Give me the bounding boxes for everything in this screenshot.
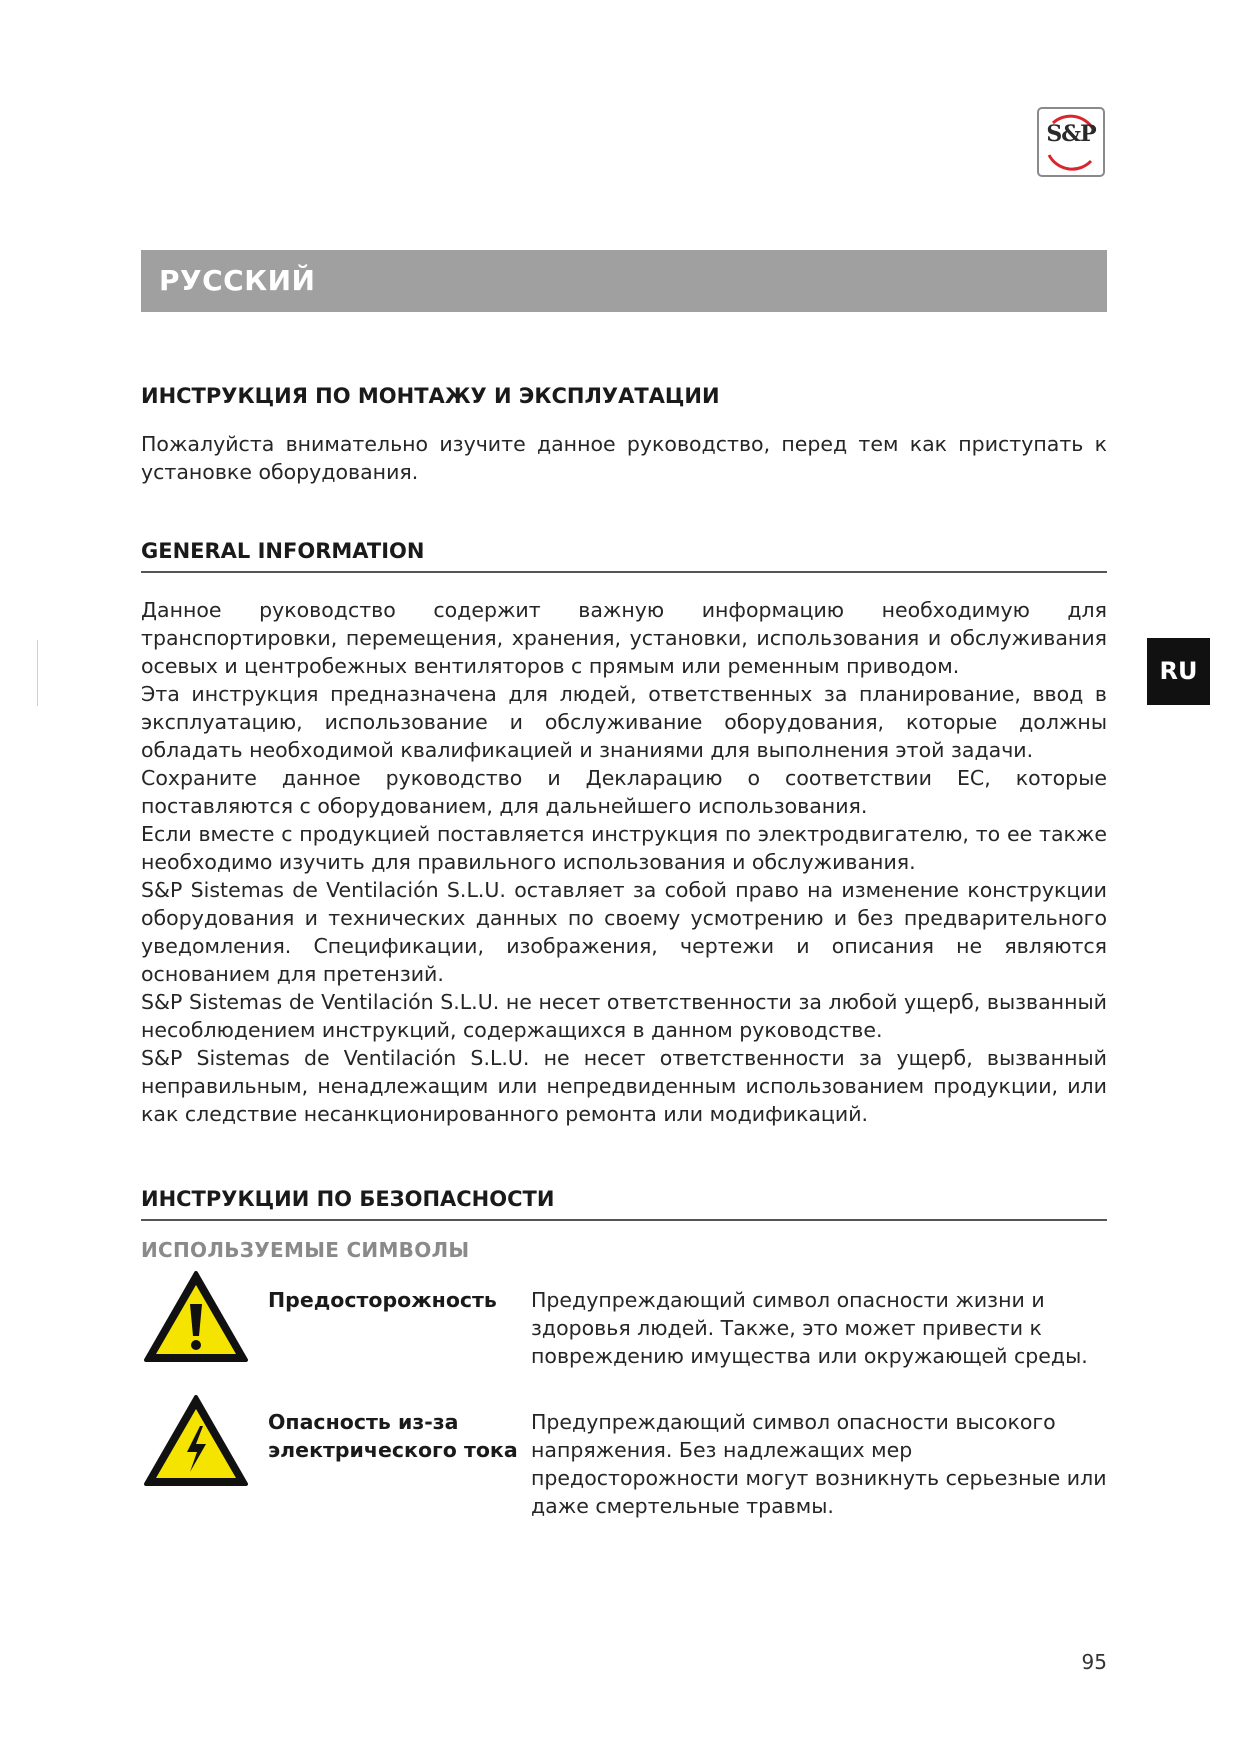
page-number: 95 (1081, 1650, 1107, 1674)
general-paragraph: Если вместе с продукцией поставляется инструкция по электродвигателю, то ее также необходимо изучить для правильного использования и обслуживания. (141, 822, 1107, 874)
general-paragraph: Данное руководство содержит важную информацию необходимую для транспортировки, перемещения, хранения, установки, использования и обслуживания осевых и центробежных вентиляторов с прямым или ременным приводом. (141, 598, 1107, 678)
logo-text: S&P (1046, 121, 1096, 147)
symbol-label: Опасность из-за электрического тока (268, 1410, 518, 1462)
symbol-description-text: Предупреждающий символ опасности жизни и здоровья людей. Также, это может привести к повреждению имущества или окружающей среды. (531, 1288, 1088, 1368)
symbol-description: Предупреждающий символ опасности высокого напряжения. Без надлежащих мер предосторожности могут возникнуть серьезные или даже смертельные травмы. (531, 1410, 1107, 1518)
install-paragraph: Пожалуйста внимательно изучите данное руководство, перед тем как приступать к установке оборудования. (141, 432, 1107, 484)
symbols-subtitle: ИСПОЛЬЗУЕМЫЕ СИМВОЛЫ (141, 1238, 470, 1262)
general-paragraph: Сохраните данное руководство и Декларацию о соответствии ЕС, которые поставляются с оборудованием, для дальнейшего использования. (141, 766, 1107, 818)
install-section-text (141, 430, 1107, 486)
general-paragraph: S&P Sistemas de Ventilación S.L.U. оставляет за собой право на изменение конструкции оборудования и технических данных по своему усмотрению и без предварительного уведомления. Спецификации, изображения, чертежи и описания не являются основанием для претензий. (141, 878, 1107, 986)
general-paragraph: S&P Sistemas de Ventilación S.L.U. не несет ответственности за любой ущерб, вызванный несоблюдением инструкций, содержащихся в данном руководстве. (141, 990, 1107, 1042)
general-info-body (141, 596, 1107, 1128)
sp-logo (1037, 107, 1105, 177)
warning-exclamation-icon (143, 1270, 249, 1364)
language-banner-label: РУССКИЙ (159, 264, 316, 297)
margin-rule (37, 640, 38, 706)
symbol-description (531, 1286, 1107, 1370)
general-info-title: GENERAL INFORMATION (141, 539, 1107, 573)
install-section-title: ИНСТРУКЦИЯ ПО МОНТАЖУ И ЭКСПЛУАТАЦИИ (141, 384, 720, 408)
language-banner (141, 250, 1107, 312)
symbol-label: Предосторожность (268, 1288, 497, 1312)
electric-hazard-icon (143, 1394, 249, 1488)
general-paragraph: S&P Sistemas de Ventilación S.L.U. не несет ответственности за ущерб, вызванный неправильным, ненадлежащим или непредвиденным использованием продукции, или как следствие несанкционированного ремонта или модификаций. (141, 1046, 1107, 1126)
safety-section-title: ИНСТРУКЦИИ ПО БЕЗОПАСНОСТИ (141, 1187, 1107, 1221)
general-paragraph: Эта инструкция предназначена для людей, ответственных за планирование, ввод в эксплуатацию, использование и обслуживание оборудования, которые должны обладать необходимой квалификацией и знаниями для выполнения этой задачи. (141, 682, 1107, 762)
language-side-tab: RU (1147, 638, 1210, 705)
